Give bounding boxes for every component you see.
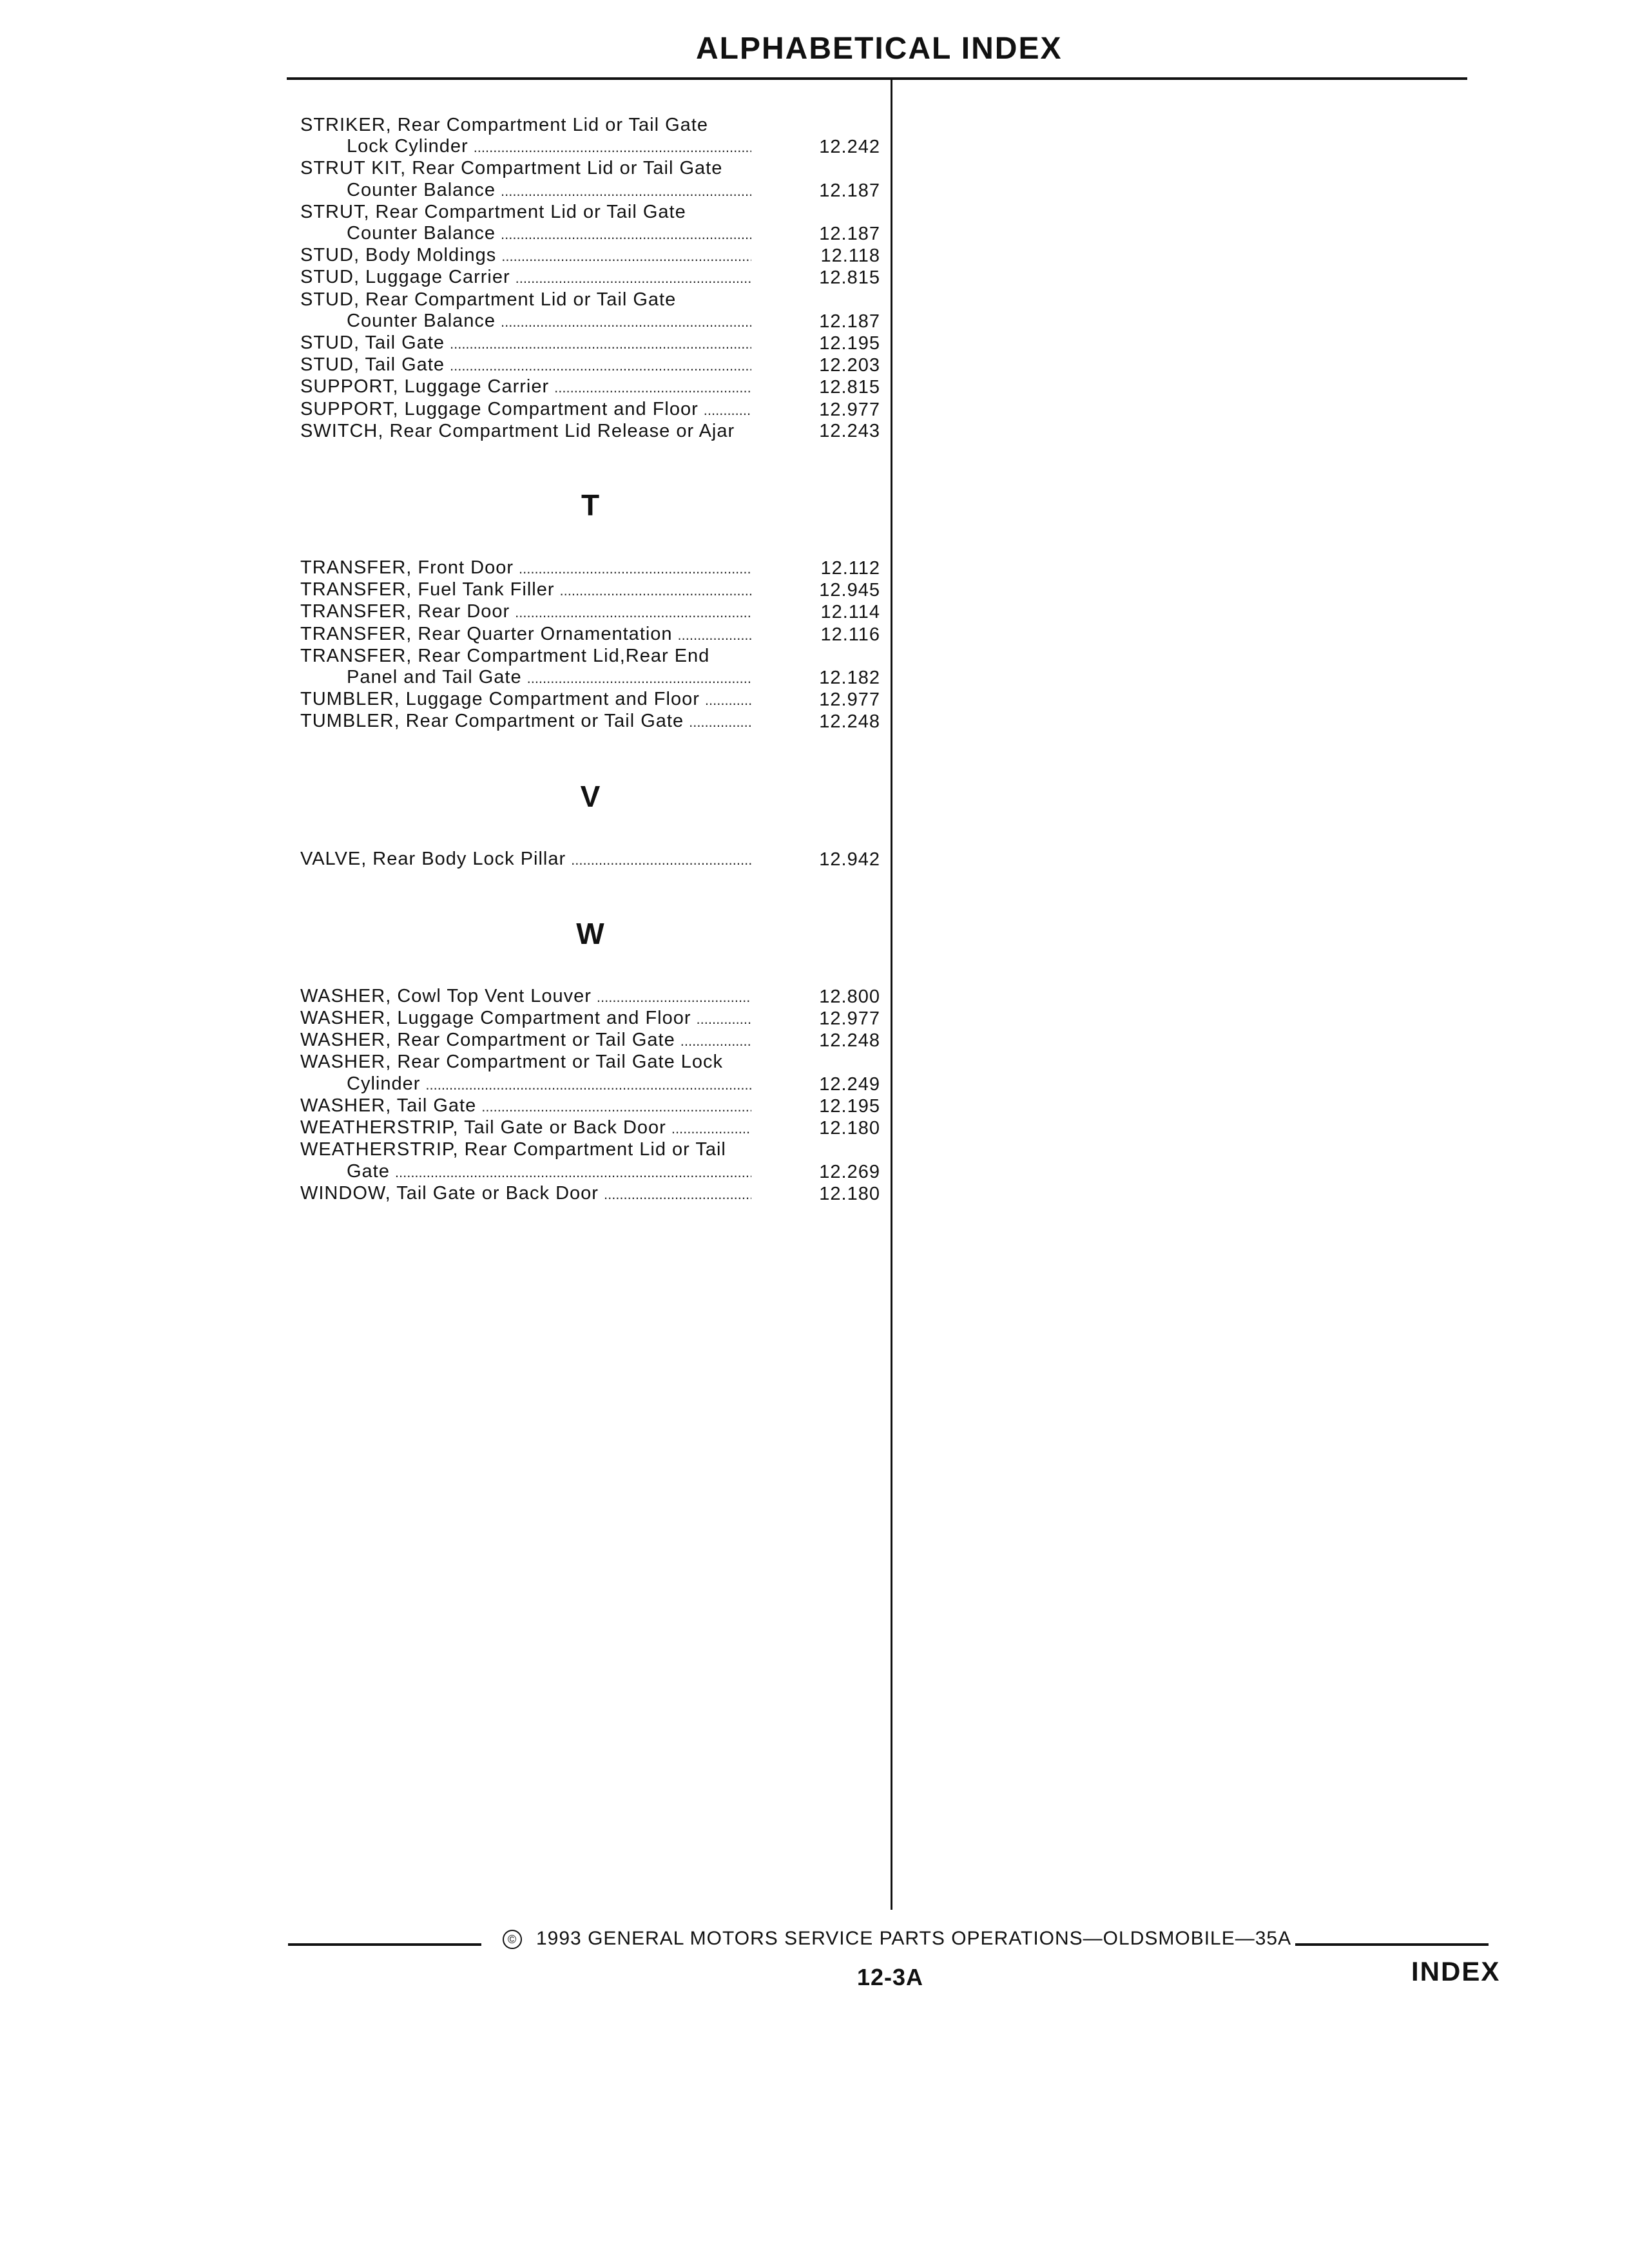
header-rule xyxy=(287,77,1467,80)
entry-page-reference: 12.815 xyxy=(819,377,880,398)
entry-line xyxy=(300,557,751,579)
entry-page-reference: 12.180 xyxy=(819,1183,880,1204)
entry-page-reference: 12.248 xyxy=(819,711,880,733)
dot-leader xyxy=(597,986,751,1008)
dot-leader xyxy=(481,1095,751,1117)
index-entry xyxy=(300,689,880,711)
footer-copyright xyxy=(503,1928,1291,1950)
entry-line xyxy=(300,1030,751,1052)
column-divider xyxy=(891,80,892,1910)
dot-leader xyxy=(515,601,751,623)
entry-line xyxy=(300,1008,751,1030)
entry-page-reference: 12.942 xyxy=(819,849,880,870)
dot-leader xyxy=(704,399,751,421)
entry-page-reference: 12.249 xyxy=(819,1073,880,1095)
index-entry xyxy=(300,1030,880,1052)
index-entry xyxy=(300,1117,880,1139)
entry-description xyxy=(300,579,751,601)
entry-continuation-line xyxy=(300,223,751,245)
entry-continuation-line xyxy=(300,1073,751,1095)
entry-line-text: Cylinder xyxy=(347,1073,421,1094)
copyright-text: 1993 GENERAL MOTORS SERVICE PARTS OPERATIONS—OLDSMOBILE—35A xyxy=(536,1928,1292,1949)
index-entry xyxy=(300,557,880,579)
copyright-icon: © xyxy=(503,1930,522,1949)
index-entry xyxy=(300,849,880,870)
footer-rule-left xyxy=(288,1943,481,1946)
entry-line-text: Panel and Tail Gate xyxy=(347,667,522,688)
dot-leader xyxy=(474,136,751,158)
entry-line-text: WASHER, Rear Compartment or Tail Gate xyxy=(300,1030,675,1051)
entry-description xyxy=(300,158,751,201)
section-letter-t: T xyxy=(581,488,600,523)
entry-line-text: STUD, Luggage Carrier xyxy=(300,267,510,288)
dot-leader xyxy=(450,354,751,376)
dot-leader xyxy=(571,849,751,870)
entry-line-text: Counter Balance xyxy=(347,223,496,244)
entry-line xyxy=(300,115,751,136)
dot-leader xyxy=(501,223,751,245)
entry-page-reference: 12.187 xyxy=(819,224,880,245)
index-entry xyxy=(300,158,880,201)
entry-page-reference: 12.187 xyxy=(819,180,880,201)
index-column xyxy=(300,115,880,1205)
entry-line xyxy=(300,245,751,267)
entry-description xyxy=(300,1117,751,1139)
entry-description xyxy=(300,711,751,733)
page-title: ALPHABETICAL INDEX xyxy=(696,32,1063,66)
entry-page-reference: 12.977 xyxy=(819,1008,880,1030)
entry-line-text: TRANSFER, Rear Door xyxy=(300,601,510,622)
entry-page-reference: 12.187 xyxy=(819,311,880,332)
entry-line-text: WASHER, Luggage Compartment and Floor xyxy=(300,1008,691,1029)
entry-continuation-line xyxy=(300,136,751,158)
index-entry xyxy=(300,354,880,376)
index-entry xyxy=(300,399,880,421)
index-entry xyxy=(300,601,880,623)
dot-leader xyxy=(689,711,751,733)
index-entry xyxy=(300,646,880,689)
entry-line xyxy=(300,1183,751,1205)
entry-page-reference: 12.269 xyxy=(819,1161,880,1182)
dot-leader xyxy=(705,689,751,711)
entry-line-text: Counter Balance xyxy=(347,179,496,200)
entry-description xyxy=(300,849,751,870)
section-label: INDEX xyxy=(1411,1956,1501,1986)
entry-line-text: WASHER, Cowl Top Vent Louver xyxy=(300,985,592,1006)
entry-line xyxy=(300,202,751,223)
index-entry xyxy=(300,1052,880,1095)
index-entry xyxy=(300,986,880,1008)
entry-line-text: STUD, Rear Compartment Lid or Tail Gate xyxy=(300,289,677,310)
entry-description xyxy=(300,1030,751,1052)
entry-continuation-line xyxy=(300,180,751,202)
entry-description xyxy=(300,624,751,646)
dot-leader xyxy=(604,1183,751,1205)
entry-line-text: STUD, Tail Gate xyxy=(300,332,445,354)
entry-line-text: TRANSFER, Rear Quarter Ornamentation xyxy=(300,623,673,644)
index-entry xyxy=(300,202,880,245)
entry-line-text: SUPPORT, Luggage Carrier xyxy=(300,376,550,398)
entry-page-reference: 12.114 xyxy=(820,602,880,623)
entry-line-text: SUPPORT, Luggage Compartment and Floor xyxy=(300,398,699,419)
entry-page-reference: 12.203 xyxy=(819,355,880,376)
index-entry xyxy=(300,579,880,601)
entry-line-text: Lock Cylinder xyxy=(347,136,468,157)
entry-line-text: STUD, Body Moldings xyxy=(300,245,497,266)
page-number: 12-3A xyxy=(857,1964,924,1990)
entry-line xyxy=(300,158,751,179)
entry-description xyxy=(300,601,751,623)
index-entry xyxy=(300,115,880,158)
index-entry xyxy=(300,421,880,442)
dot-leader xyxy=(527,667,751,689)
dot-leader xyxy=(680,1030,751,1052)
entry-line xyxy=(300,849,751,870)
dot-leader xyxy=(425,1073,751,1095)
entry-line-text: WASHER, Rear Compartment or Tail Gate Lock xyxy=(300,1052,724,1073)
entry-line xyxy=(300,601,751,623)
dot-leader xyxy=(678,624,751,646)
entry-continuation-line xyxy=(300,667,751,689)
index-entry xyxy=(300,1008,880,1030)
entry-line-text: Gate xyxy=(347,1160,390,1182)
entry-description xyxy=(300,399,751,421)
entry-line-text: VALVE, Rear Body Lock Pillar xyxy=(300,848,566,869)
entry-page-reference: 12.118 xyxy=(820,245,880,267)
entry-page-reference: 12.182 xyxy=(819,668,880,689)
index-entry xyxy=(300,624,880,646)
entry-page-reference: 12.800 xyxy=(819,986,880,1007)
entry-description xyxy=(300,421,751,442)
entry-description xyxy=(300,354,751,376)
entry-description xyxy=(300,115,751,158)
entry-page-reference: 12.243 xyxy=(819,420,880,441)
index-entry xyxy=(300,711,880,733)
entry-line xyxy=(300,579,751,601)
entry-line xyxy=(300,267,751,289)
entry-line-text: Counter Balance xyxy=(347,310,496,331)
entry-line xyxy=(300,986,751,1008)
index-entry xyxy=(300,1139,880,1182)
entry-line-text: SWITCH, Rear Compartment Lid Release or Ajar xyxy=(300,420,735,441)
entry-description xyxy=(300,1183,751,1205)
entry-line xyxy=(300,332,751,354)
entry-page-reference: 12.945 xyxy=(819,580,880,601)
entry-line-text: WINDOW, Tail Gate or Back Door xyxy=(300,1182,599,1204)
index-entry xyxy=(300,1095,880,1117)
dot-leader xyxy=(519,557,751,579)
entry-line xyxy=(300,421,751,442)
index-entry xyxy=(300,376,880,398)
entry-line-text: TRANSFER, Fuel Tank Filler xyxy=(300,579,555,601)
entry-line-text: STRUT, Rear Compartment Lid or Tail Gate xyxy=(300,201,686,222)
entry-description xyxy=(300,646,751,689)
entry-line-text: WEATHERSTRIP, Rear Compartment Lid or Tail xyxy=(300,1139,726,1160)
entry-page-reference: 12.977 xyxy=(819,399,880,420)
dot-leader xyxy=(516,267,751,289)
index-entry xyxy=(300,332,880,354)
entry-line-text: STRUT KIT, Rear Compartment Lid or Tail Gate xyxy=(300,158,723,179)
index-entry xyxy=(300,245,880,267)
entry-page-reference: 12.112 xyxy=(820,558,880,579)
entry-line xyxy=(300,1052,751,1073)
entry-continuation-line xyxy=(300,1161,751,1183)
dot-leader xyxy=(501,245,751,267)
entry-line xyxy=(300,689,751,711)
dot-leader xyxy=(560,579,752,601)
entry-description xyxy=(300,689,751,711)
dot-leader xyxy=(671,1117,751,1139)
entry-line xyxy=(300,624,751,646)
entry-description xyxy=(300,267,751,289)
entry-page-reference: 12.195 xyxy=(819,1095,880,1117)
entry-line-text: WASHER, Tail Gate xyxy=(300,1095,477,1116)
entry-page-reference: 12.180 xyxy=(819,1118,880,1139)
entry-line xyxy=(300,711,751,733)
entry-page-reference: 12.116 xyxy=(820,624,880,645)
entry-description xyxy=(300,332,751,354)
entry-description xyxy=(300,1008,751,1030)
entry-line xyxy=(300,646,751,667)
dot-leader xyxy=(501,311,751,332)
dot-leader xyxy=(395,1161,751,1183)
entry-description xyxy=(300,1095,751,1117)
section-letter-v: V xyxy=(580,779,601,813)
entry-line-text: TUMBLER, Rear Compartment or Tail Gate xyxy=(300,711,684,732)
entry-line-text: TUMBLER, Luggage Compartment and Floor xyxy=(300,689,700,710)
index-entry xyxy=(300,267,880,289)
index-entry xyxy=(300,1183,880,1205)
entry-page-reference: 12.195 xyxy=(819,333,880,354)
dot-leader xyxy=(450,332,751,354)
entry-line xyxy=(300,354,751,376)
entry-page-reference: 12.977 xyxy=(819,689,880,711)
entry-description xyxy=(300,1052,751,1095)
entry-description xyxy=(300,376,751,398)
entry-description xyxy=(300,289,751,332)
section-letter-w: W xyxy=(576,916,604,950)
entry-page-reference: 12.242 xyxy=(819,137,880,158)
index-entry xyxy=(300,289,880,332)
entry-continuation-line xyxy=(300,311,751,332)
entry-line xyxy=(300,1117,751,1139)
entry-line-text: TRANSFER, Front Door xyxy=(300,557,514,579)
entry-description xyxy=(300,245,751,267)
entry-line xyxy=(300,376,751,398)
entry-line xyxy=(300,1139,751,1160)
dot-leader xyxy=(697,1008,751,1030)
entry-line-text: WEATHERSTRIP, Tail Gate or Back Door xyxy=(300,1117,666,1139)
entry-description xyxy=(300,202,751,245)
footer-rule-right xyxy=(1295,1943,1489,1946)
entry-description xyxy=(300,1139,751,1182)
entry-description xyxy=(300,557,751,579)
entry-line xyxy=(300,1095,751,1117)
entry-description xyxy=(300,986,751,1008)
entry-line-text: TRANSFER, Rear Compartment Lid,Rear End xyxy=(300,645,710,666)
entry-page-reference: 12.248 xyxy=(819,1030,880,1052)
entry-line-text: STRIKER, Rear Compartment Lid or Tail Gate xyxy=(300,115,708,135)
entry-line xyxy=(300,399,751,421)
dot-leader xyxy=(554,376,751,398)
dot-leader xyxy=(501,180,751,202)
entry-line xyxy=(300,289,751,311)
entry-line-text: STUD, Tail Gate xyxy=(300,354,445,376)
entry-page-reference: 12.815 xyxy=(819,267,880,289)
